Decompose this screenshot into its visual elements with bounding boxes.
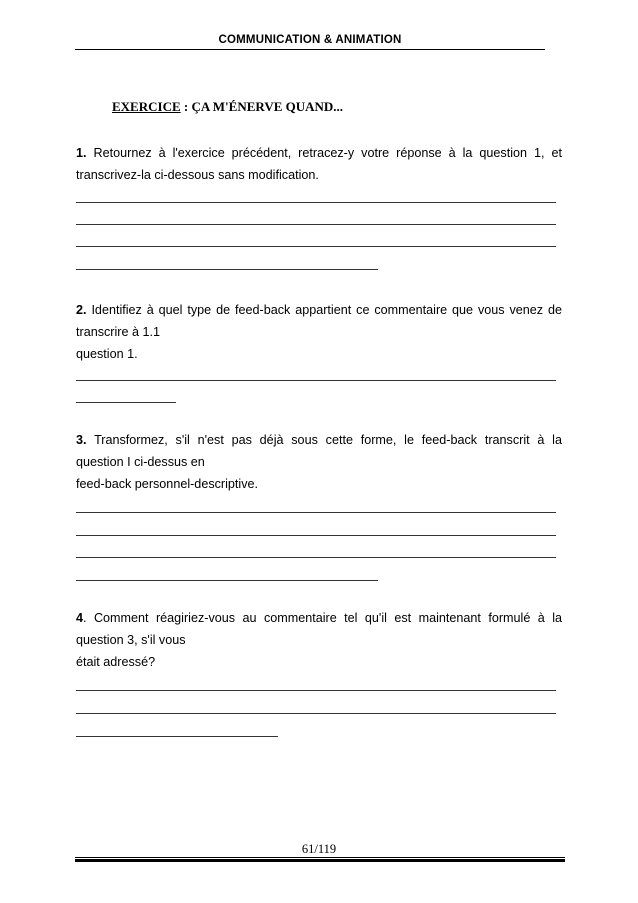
answer-line-4-1[interactable] xyxy=(76,690,556,691)
answer-line-4-2[interactable] xyxy=(76,713,556,714)
answer-line-3-3[interactable] xyxy=(76,557,556,558)
question-3 xyxy=(76,429,562,495)
question-1-line-2: transcrivez-la ci-dessous sans modification. xyxy=(76,168,319,182)
question-4-text xyxy=(76,607,562,629)
answer-line-3-4[interactable] xyxy=(76,580,378,581)
footer-rule-thick xyxy=(75,859,565,862)
answer-line-2-1[interactable] xyxy=(76,380,556,381)
answer-line-1-4[interactable] xyxy=(76,269,378,270)
question-3-line-1: Transformez, s'il n'est pas déjà sous cette forme, le feed-back transcrit à la xyxy=(94,433,562,447)
question-3-number: 3. xyxy=(76,433,87,447)
question-2-line-1: Identifiez à quel type de feed-back appartient ce commentaire que vous venez de xyxy=(91,303,562,317)
question-1 xyxy=(76,142,562,186)
question-4-number: 4 xyxy=(76,611,84,625)
answer-line-3-1[interactable] xyxy=(76,512,556,513)
exercise-label: EXERCICE xyxy=(112,99,181,114)
question-1-line-1: Retournez à l'exercice précédent, retracez-y votre réponse à la question 1, et xyxy=(93,146,563,160)
header-rule xyxy=(75,49,545,50)
question-1-text xyxy=(76,142,562,164)
answer-line-3-2[interactable] xyxy=(76,535,556,536)
exercise-title xyxy=(112,99,343,115)
question-3-line-2: question I ci-dessus en xyxy=(76,455,205,469)
answer-line-1-1[interactable] xyxy=(76,202,556,203)
answer-line-4-3[interactable] xyxy=(76,736,278,737)
answer-line-1-3[interactable] xyxy=(76,246,556,247)
question-4-number-suffix: . xyxy=(83,611,87,625)
question-2-number: 2. xyxy=(76,303,87,317)
footer-rule-thin xyxy=(75,857,565,858)
question-4-line-1: Comment réagiriez-vous au commentaire tel qu'il est maintenant formulé à la xyxy=(93,611,562,625)
question-2-line-2: transcrire à 1.1 xyxy=(76,325,160,339)
question-1-number: 1. xyxy=(76,146,87,160)
exercise-separator: : xyxy=(180,99,192,114)
exercise-name: ÇA M'ÉNERVE QUAND... xyxy=(191,99,344,114)
answer-line-1-2[interactable] xyxy=(76,224,556,225)
question-2-line-3: question 1. xyxy=(76,347,138,361)
question-4-line-2: question 3, s'il vous xyxy=(76,633,186,647)
question-2-text xyxy=(76,299,562,321)
question-4 xyxy=(76,607,562,673)
answer-line-2-2[interactable] xyxy=(76,402,176,403)
page-number: 61/119 xyxy=(301,842,337,856)
page-header: COMMUNICATION & ANIMATION xyxy=(218,34,402,46)
question-2 xyxy=(76,299,562,365)
question-3-line-3: feed-back personnel-descriptive. xyxy=(76,477,259,491)
question-3-text xyxy=(76,429,562,451)
question-4-line-3: était adressé? xyxy=(76,655,156,669)
